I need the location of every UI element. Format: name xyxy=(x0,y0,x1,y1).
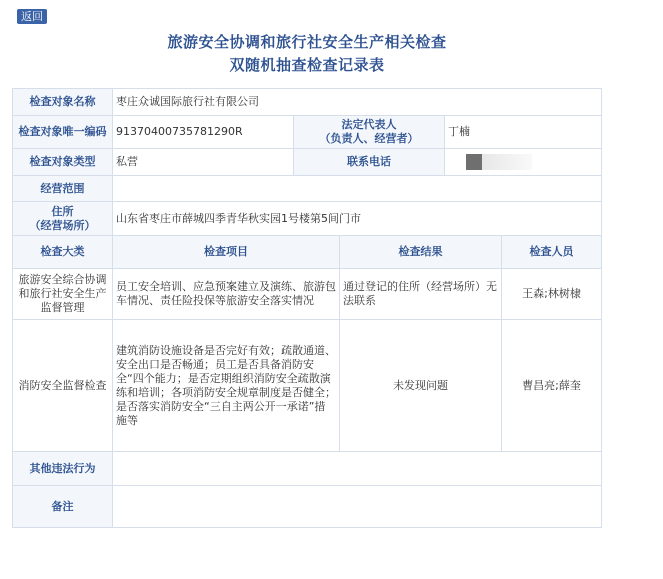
row1-result: 通过登记的住所（经营场所）无法联系 xyxy=(340,269,502,320)
page-subtitle: 双随机抽查检查记录表 xyxy=(229,56,385,74)
header-category: 检查大类 xyxy=(13,236,113,269)
table-row xyxy=(13,269,602,320)
address-label-line1: 住所 xyxy=(51,204,74,218)
row-uid xyxy=(13,116,602,149)
scope-label: 经营范围 xyxy=(13,176,113,202)
uid-label: 检查对象唯一编码 xyxy=(13,116,113,149)
inspection-header-row xyxy=(13,236,602,269)
row2-category: 消防安全监督检查 xyxy=(13,320,113,452)
table-row xyxy=(13,320,602,452)
row-target-name xyxy=(13,89,602,116)
phone-label: 联系电话 xyxy=(294,149,445,176)
header-inspectors: 检查人员 xyxy=(502,236,602,269)
address-label-line2: （经营场所） xyxy=(29,218,96,232)
header-result: 检查结果 xyxy=(340,236,502,269)
row-scope xyxy=(13,176,602,202)
legal-rep-value: 丁楠 xyxy=(445,116,602,149)
row-other-violations xyxy=(13,452,602,486)
masked-phone-fade xyxy=(482,154,532,170)
row1-inspectors: 王森;林树棣 xyxy=(502,269,602,320)
other-violations-label: 其他违法行为 xyxy=(13,452,113,486)
back-button[interactable]: 返回 xyxy=(17,9,47,24)
uid-value: 91370400735781290R xyxy=(113,116,294,149)
address-label xyxy=(13,202,113,236)
page-title: 旅游安全协调和旅行社安全生产相关检查 xyxy=(167,33,447,51)
row2-result: 未发现问题 xyxy=(340,320,502,452)
target-name-value: 枣庄众诚国际旅行社有限公司 xyxy=(113,89,602,116)
row2-inspectors: 曹昌亮;薛奎 xyxy=(502,320,602,452)
row1-item: 员工安全培训、应急预案建立及演练、旅游包车情况、责任险投保等旅游安全落实情况 xyxy=(113,269,340,320)
type-value: 私营 xyxy=(113,149,294,176)
other-violations-value xyxy=(113,452,602,486)
row1-category: 旅游安全综合协调和旅行社安全生产监督管理 xyxy=(13,269,113,320)
inspection-record-table xyxy=(12,88,602,528)
header-item: 检查项目 xyxy=(113,236,340,269)
row-address xyxy=(13,202,602,236)
phone-value xyxy=(445,149,602,176)
row2-item: 建筑消防设施设备是否完好有效；疏散通道、安全出口是否畅通；员工是否具备消防安全“四个能力；是否定期组织消防安全疏散演练和培训；各项消防安全规章制度是否健全；是否落实消防安全“三自主两公开一承诺”措施等 xyxy=(113,320,340,452)
type-label: 检查对象类型 xyxy=(13,149,113,176)
masked-phone-block xyxy=(466,154,482,170)
target-name-label: 检查对象名称 xyxy=(13,89,113,116)
address-value: 山东省枣庄市薛城四季青华秋实园1号楼第5间门市 xyxy=(113,202,602,236)
scope-value xyxy=(113,176,602,202)
legal-rep-label xyxy=(294,116,445,149)
remarks-label: 备注 xyxy=(13,486,113,528)
legal-rep-label-line1: 法定代表人 xyxy=(341,118,397,131)
row-remarks xyxy=(13,486,602,528)
row-type xyxy=(13,149,602,176)
remarks-value xyxy=(113,486,602,528)
legal-rep-label-line2: （负责人、经营者） xyxy=(319,132,419,145)
